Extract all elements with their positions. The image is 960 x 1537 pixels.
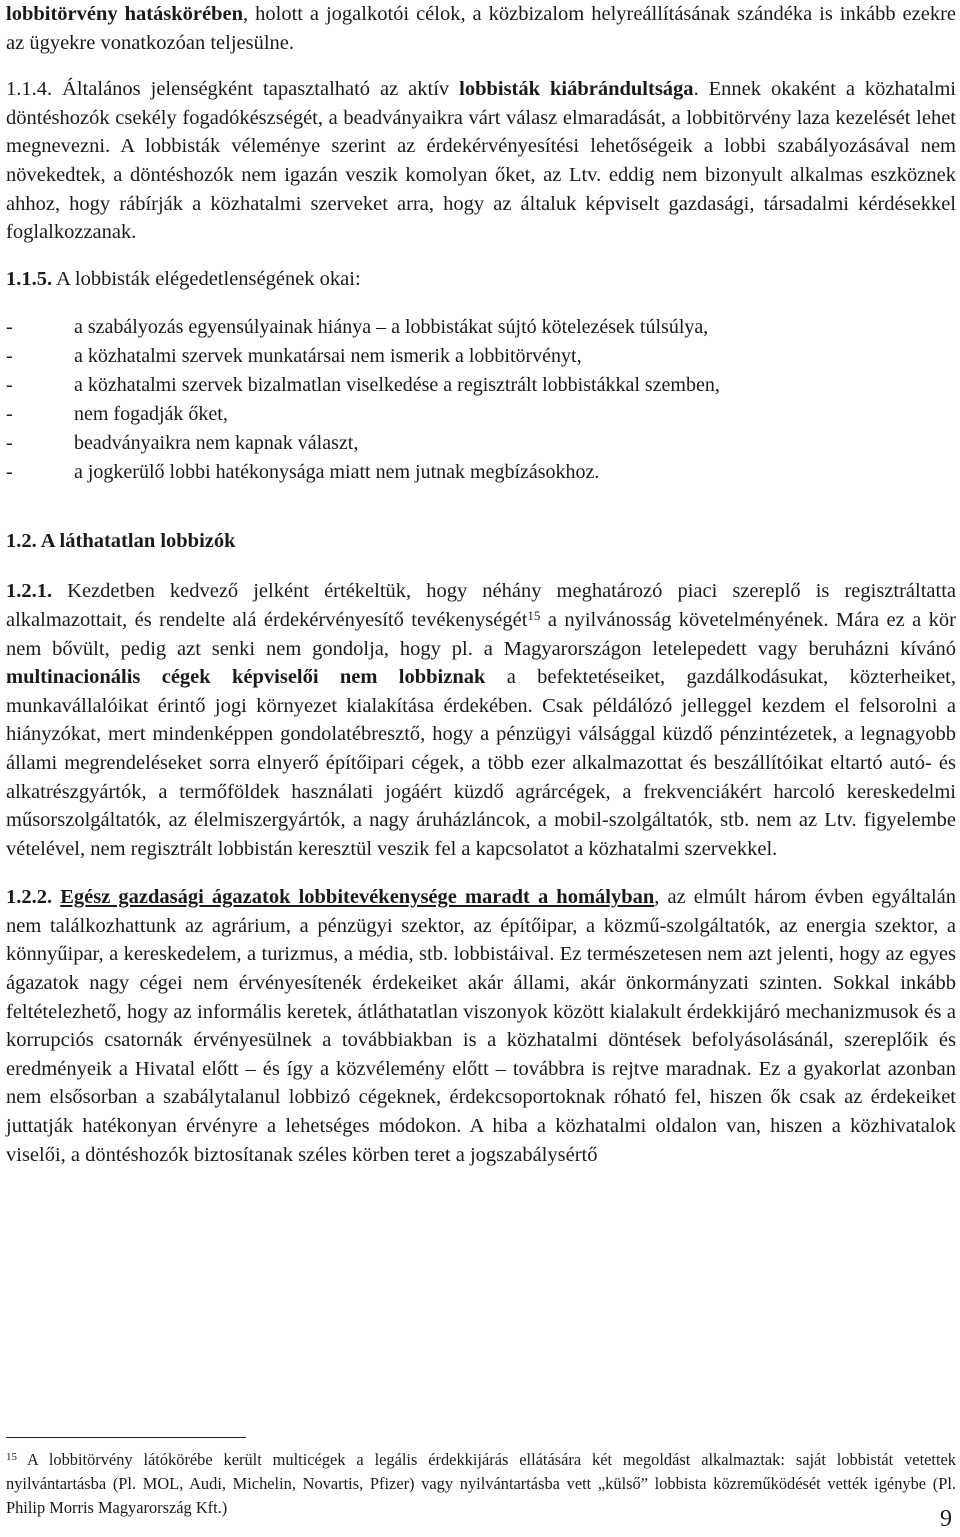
page-number: 9 [940, 1506, 952, 1532]
paragraph-text: Kezdetben kedvező jelként értékeltük, hogy néhány meghatározó piaci szereplő is regisztráltatta alkalmazottait, és rendelte alá érdekérvényesítő tevékenységét [6, 580, 956, 631]
list-item [6, 371, 956, 400]
paragraph-text: , holott a jogalkotói célok, a közbizalom helyreállításának szándéka is inkább ezekre az ügyekre vonatkozóan teljesülne. [6, 3, 956, 54]
footnote-text: A lobbitörvény látókörébe került multicégek a legális érdekkijárás ellátására két megoldást alkalmaztak: saját lobbistát vetettek nyilvántartásba (Pl. MOL, Audi, Michelin, Novartis, Pfizer) vagy nyilvántartásba vett „külső” lobbista közreműködését vették igénybe (Pl. Philip Morris Magyarország Kft.) [6, 1450, 956, 1517]
paragraph-1-1-5 [6, 265, 956, 294]
list-dash: - [6, 403, 13, 426]
footnote-reference[interactable]: 15 [527, 607, 541, 623]
list-item-text: nem fogadják őket, [74, 403, 228, 426]
bold-underlined-phrase: Egész gazdasági ágazatok lobbitevékenysége maradt a homályban [60, 886, 655, 909]
section-heading: 1.2. A láthatatlan lobbizók [6, 530, 236, 553]
list-item [6, 458, 956, 487]
bold-phrase: lobbitörvény hatáskörében [6, 3, 244, 25]
paragraph-text: A lobbisták elégedetlenségének okai: [52, 267, 361, 290]
section-number: 1.2.2. [6, 886, 53, 909]
paragraph-text: Általános jelenségként tapasztalható az aktív [52, 78, 460, 101]
list-item-text: beadványaikra nem kapnak választ, [74, 432, 359, 455]
footnote-number: 15 [6, 1451, 17, 1463]
list-item [6, 429, 956, 458]
list-item-text: a közhatalmi szervek munkatársai nem ismerik a lobbitörvényt, [74, 345, 582, 368]
list-dash: - [6, 345, 13, 368]
list-dash: - [6, 374, 13, 397]
paragraph-intro [6, 0, 956, 57]
section-number: 1.2.1. [6, 580, 53, 603]
footnote-divider [6, 1437, 246, 1438]
paragraph-text: . Ennek okaként a közhatalmi döntéshozók csekély fogadókészségét, a beadványaikra várt válasz elmaradását, a lobbitörvény laza kezelését lehet megnevezni. A lobbisták véleménye szerint az érdekérvényesítési lehetőségeik a lobbi szabályozásával nem növekedtek, a döntéshozók nem igazán veszik komolyan őket, az Ltv. eddig nem bizonyult alkalmas eszköznek ahhoz, hogy rábírják a közhatalmi szerveket arra, hogy az általuk képviselt gazdasági, társadalmi kérdésekkel foglalkozzanak. [6, 78, 956, 244]
paragraph-text: a nyilvánosság követelményének. Mára ez a kör nem bővült, pedig azt senki nem gondolja, hogy pl. a Magyarországon letelepedett vagy beruházni kívánó [6, 608, 956, 660]
paragraph-1-1-4 [6, 75, 956, 247]
list-dash: - [6, 432, 13, 455]
list-dash: - [6, 461, 13, 484]
paragraph-text: , az elmúlt három évben egyáltalán nem találkozhattunk az agrárium, a pénzügyi szektor, az építőipar, a közmű-szolgáltatók, az energia szektor, a könnyűipar, a kereskedelem, a turizmus, a média, stb. lobbistáival. Ez természetesen nem azt jelenti, hogy az egyes ágazatok nagy cégei nem érvényesítenék érdekeiket akár állami, akár önkormányzati szinten. Sokkal inkább feltételezhető, hogy az informális keretek, átláthatatlan viszonyok között kialakult érdekkijáró mechanizmusok és a korrupciós csatornák érvényesülnek a továbbiakban is a közhatalmi döntések befolyásolásánál, szereplőik és eredményeik a Hivatal előtt – és így a közvélemény előtt – továbbra is rejtve maradnak. Ez a gyakorlat azonban nem elsősorban a szabálytalanul lobbizó cégeknek, érdekcsoportoknak róható fel, hiszen ők csak az érdekeiket juttatják hatékonyan érvényre a lehetséges módokon. A hiba a közhatalmi oldalon van, hiszen a közhivatalok viselői, a döntéshozók biztosítanak széles körben teret a jogszabálysértő [6, 886, 956, 1166]
paragraph-1-2-2 [6, 883, 956, 1169]
document-page [6, 0, 956, 1169]
paragraph-1-2-1 [6, 577, 956, 863]
section-number: 1.1.5. [6, 267, 53, 290]
list-item-text: a szabályozás egyensúlyainak hiánya – a lobbistákat sújtó kötelezések túlsúlya, [74, 316, 709, 339]
footnote [6, 1448, 956, 1520]
bold-phrase: lobbisták kiábrándultsága [459, 78, 694, 101]
reasons-list [6, 313, 956, 487]
bold-phrase: multinacionális cégek képviselői nem lobbiznak [6, 666, 486, 689]
list-item-text: a jogkerülő lobbi hatékonysága miatt nem jutnak megbízásokhoz. [74, 461, 600, 484]
list-item [6, 342, 956, 371]
list-item [6, 400, 956, 429]
list-item [6, 313, 956, 342]
section-number: 1.1.4. [6, 78, 53, 101]
paragraph-text: a befektetéseiket, gazdálkodásukat, közterheiket, munkavállalóikat érintő jogi környezet kialakítása érdekében. Csak példálózó jelleggel kezdem el felsorolni a hiányzókat, mert mindenképpen gondolatébresztő, hogy a pénzügyi válsággal küzdő pénzintézetek, a legnagyobb állami megrendeléseket sorra elnyerő építőipari cégek, a több ezer alkalmazottat és beszállítóikat eltartó autó- és alkatrészgyártók, a termőföldek használati jogáért küzdő agrárcégek, a frekvenciákért harcoló kereskedelmi műsorszolgáltatók, az élelmiszergyártók, a nagy áruházláncok, a mobil-szolgáltatók, stb. nem az Ltv. figyelembe vételével, nem regisztrált lobbistán keresztül veszik fel a kapcsolatot a közhatalmi szervekkel. [6, 666, 956, 860]
list-item-text: a közhatalmi szervek bizalmatlan viselkedése a regisztrált lobbistákkal szemben, [74, 374, 720, 397]
list-dash: - [6, 316, 13, 339]
